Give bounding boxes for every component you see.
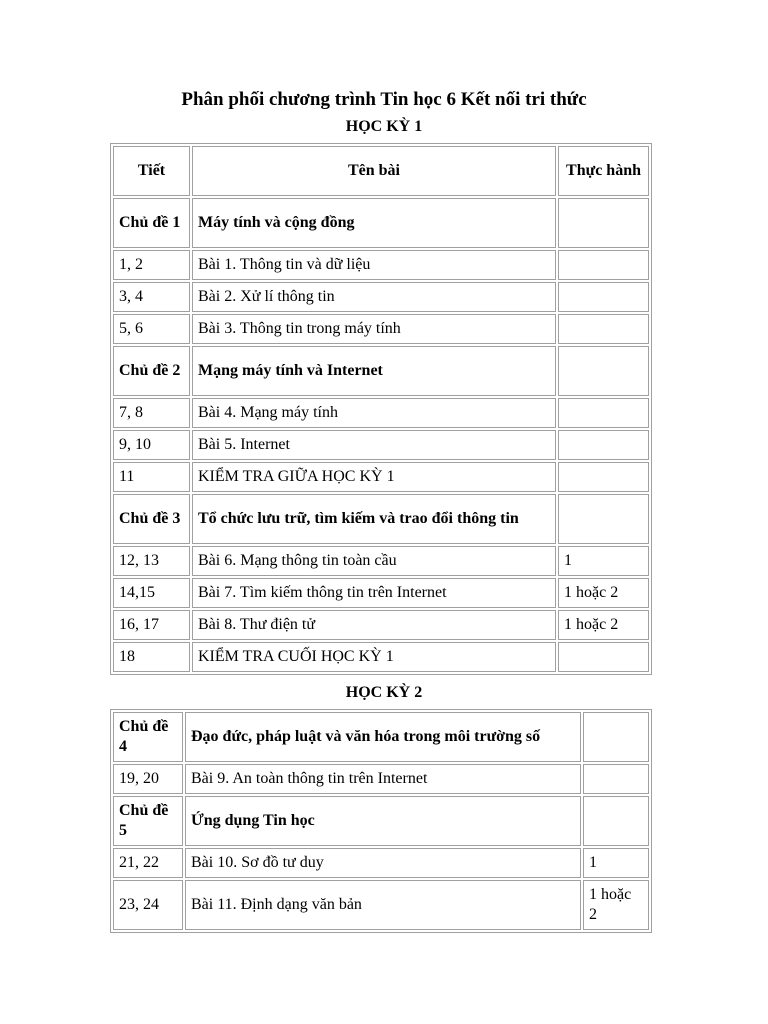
cell-ten-bai: Mạng máy tính và Internet xyxy=(192,346,556,396)
cell-tiet: Chủ đề 3 xyxy=(113,494,190,544)
cell-ten-bai: Bài 11. Định dạng văn bản xyxy=(185,880,581,930)
cell-thuc-hanh xyxy=(583,796,649,846)
cell-tiet: 19, 20 xyxy=(113,764,183,794)
cell-tiet: 3, 4 xyxy=(113,282,190,312)
cell-ten-bai: Máy tính và cộng đồng xyxy=(192,198,556,248)
table-row xyxy=(113,430,649,460)
table-row xyxy=(113,282,649,312)
cell-thuc-hanh xyxy=(558,494,649,544)
cell-ten-bai: Bài 5. Internet xyxy=(192,430,556,460)
table-row xyxy=(113,578,649,608)
cell-tiet: 23, 24 xyxy=(113,880,183,930)
cell-tiet: 11 xyxy=(113,462,190,492)
cell-ten-bai: Bài 9. An toàn thông tin trên Internet xyxy=(185,764,581,794)
cell-tiet: 16, 17 xyxy=(113,610,190,640)
table-row xyxy=(113,398,649,428)
table-row xyxy=(113,880,649,930)
cell-tiet: 9, 10 xyxy=(113,430,190,460)
cell-tiet: 5, 6 xyxy=(113,314,190,344)
cell-thuc-hanh xyxy=(558,398,649,428)
header-thuc-hanh: Thực hành xyxy=(558,146,649,196)
header-tiet: Tiết xyxy=(113,146,190,196)
table-row xyxy=(113,796,649,846)
table-row xyxy=(113,494,649,544)
cell-tiet: 7, 8 xyxy=(113,398,190,428)
semester-2-table xyxy=(110,709,652,933)
cell-ten-bai: Đạo đức, pháp luật và văn hóa trong môi trường số xyxy=(185,712,581,762)
cell-ten-bai: Bài 8. Thư điện tử xyxy=(192,610,556,640)
cell-ten-bai: Bài 6. Mạng thông tin toàn cầu xyxy=(192,546,556,576)
cell-thuc-hanh xyxy=(558,462,649,492)
cell-ten-bai: Bài 2. Xử lí thông tin xyxy=(192,282,556,312)
document-title: Phân phối chương trình Tin học 6 Kết nối tri thức xyxy=(181,89,587,110)
cell-ten-bai: Bài 3. Thông tin trong máy tính xyxy=(192,314,556,344)
semester-2-heading: HỌC KỲ 2 xyxy=(345,684,423,701)
cell-thuc-hanh: 1 xyxy=(558,546,649,576)
cell-tiet: Chủ đề 4 xyxy=(113,712,183,762)
cell-tiet: 14,15 xyxy=(113,578,190,608)
cell-tiet: Chủ đề 2 xyxy=(113,346,190,396)
table-row xyxy=(113,764,649,794)
cell-thuc-hanh xyxy=(583,764,649,794)
table-row xyxy=(113,314,649,344)
cell-tiet: Chủ đề 5 xyxy=(113,796,183,846)
cell-thuc-hanh xyxy=(558,346,649,396)
table-row xyxy=(113,642,649,672)
cell-ten-bai: Bài 1. Thông tin và dữ liệu xyxy=(192,250,556,280)
table-row xyxy=(113,250,649,280)
table-row xyxy=(113,712,649,762)
cell-thuc-hanh: 1 hoặc 2 xyxy=(558,610,649,640)
cell-ten-bai: Bài 4. Mạng máy tính xyxy=(192,398,556,428)
cell-thuc-hanh xyxy=(558,198,649,248)
cell-thuc-hanh: 1 hoặc 2 xyxy=(583,880,649,930)
cell-ten-bai: Ứng dụng Tin học xyxy=(185,796,581,846)
table-header-row xyxy=(113,146,649,196)
cell-thuc-hanh xyxy=(583,712,649,762)
cell-ten-bai: Bài 10. Sơ đồ tư duy xyxy=(185,848,581,878)
header-ten-bai: Tên bài xyxy=(192,146,556,196)
table-row xyxy=(113,346,649,396)
semester-1-table xyxy=(110,143,652,675)
cell-thuc-hanh xyxy=(558,642,649,672)
cell-thuc-hanh xyxy=(558,250,649,280)
table-row xyxy=(113,546,649,576)
semester-1-heading: HỌC KỲ 1 xyxy=(345,118,423,135)
cell-thuc-hanh xyxy=(558,314,649,344)
cell-tiet: 1, 2 xyxy=(113,250,190,280)
cell-ten-bai: KIỂM TRA GIỮA HỌC KỲ 1 xyxy=(192,462,556,492)
cell-tiet: 21, 22 xyxy=(113,848,183,878)
cell-thuc-hanh: 1 hoặc 2 xyxy=(558,578,649,608)
cell-ten-bai: Tổ chức lưu trữ, tìm kiếm và trao đổi thông tin xyxy=(192,494,556,544)
table-row xyxy=(113,462,649,492)
table-row xyxy=(113,848,649,878)
table-row xyxy=(113,610,649,640)
cell-thuc-hanh xyxy=(558,282,649,312)
cell-thuc-hanh xyxy=(558,430,649,460)
table-row xyxy=(113,198,649,248)
cell-ten-bai: KIỂM TRA CUỐI HỌC KỲ 1 xyxy=(192,642,556,672)
cell-ten-bai: Bài 7. Tìm kiếm thông tin trên Internet xyxy=(192,578,556,608)
cell-tiet: 18 xyxy=(113,642,190,672)
cell-thuc-hanh: 1 xyxy=(583,848,649,878)
cell-tiet: 12, 13 xyxy=(113,546,190,576)
cell-tiet: Chủ đề 1 xyxy=(113,198,190,248)
